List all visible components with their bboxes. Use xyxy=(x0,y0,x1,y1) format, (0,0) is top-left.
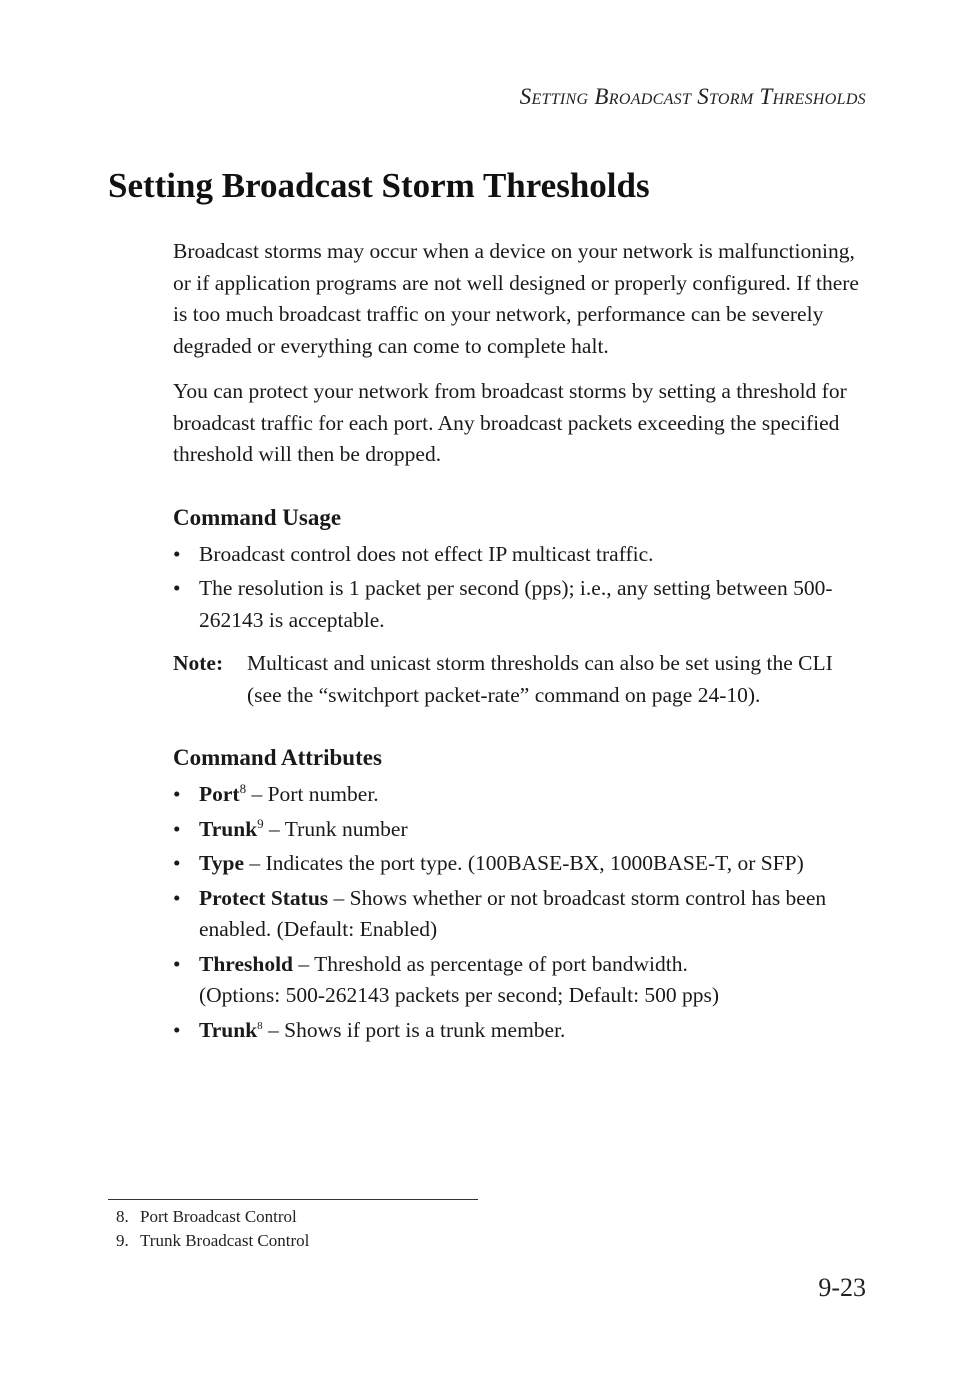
attribute-term: Type xyxy=(199,851,244,875)
footnote-divider xyxy=(108,1199,478,1200)
attribute-term: Trunk xyxy=(199,1017,258,1042)
list-item xyxy=(173,883,868,946)
running-head: Setting Broadcast Storm Thresholds xyxy=(519,84,866,109)
note-label: Note: xyxy=(173,651,224,675)
attribute-term: Port xyxy=(199,782,240,806)
usage-item-text: The resolution is 1 packet per second (pps); i.e., any setting between 500-262143 is acceptable. xyxy=(199,576,833,632)
bullet-icon: • xyxy=(173,782,181,806)
command-usage-heading: Command Usage xyxy=(173,504,342,530)
list-item xyxy=(173,814,868,846)
attribute-term: Threshold xyxy=(199,951,293,976)
usage-item-text: Broadcast control does not effect IP multicast traffic. xyxy=(199,541,654,566)
list-item xyxy=(173,539,868,571)
footnote-number: 9. xyxy=(116,1231,129,1250)
attribute-desc: – Port number. xyxy=(246,782,379,806)
intro-paragraph-2: You can protect your network from broadcast storms by setting a threshold for broadcast traffic for each port. Any broadcast packets exceeding the specified threshold will then be dropped. xyxy=(173,379,847,466)
footnote-ref: 9 xyxy=(257,815,264,831)
page-title: Setting Broadcast Storm Thresholds xyxy=(108,166,650,205)
command-usage-list xyxy=(173,539,868,637)
intro-paragraph-1: Broadcast storms may occur when a device on your network is malfunctioning, or if application programs are not well designed or properly configured. If there is too much broadcast traffic on your network, performance can be severely degraded or everything can come to complete halt. xyxy=(173,239,859,358)
bullet-icon: • xyxy=(173,951,181,976)
bullet-icon: • xyxy=(173,851,181,875)
attribute-term: Trunk xyxy=(199,816,258,841)
list-item xyxy=(173,779,868,811)
attribute-term: Protect Status xyxy=(199,885,329,910)
note-block xyxy=(173,648,868,711)
bullet-icon: • xyxy=(173,576,181,600)
footnote-number: 8. xyxy=(116,1207,129,1226)
bullet-icon: • xyxy=(173,541,181,566)
list-item xyxy=(173,848,868,880)
command-attributes-heading: Command Attributes xyxy=(173,745,382,770)
footnote-ref: 8 xyxy=(239,780,247,796)
list-item xyxy=(173,949,868,1012)
footnote-item xyxy=(116,1205,309,1229)
command-attributes-list xyxy=(173,779,868,1046)
list-item xyxy=(173,1015,868,1047)
note-text: Multicast and unicast storm thresholds can also be set using the CLI (see the “switchport packet-rate” command on page 24-10). xyxy=(247,651,833,707)
footnote-text: Trunk Broadcast Control xyxy=(140,1231,310,1250)
list-item xyxy=(173,573,868,636)
bullet-icon: • xyxy=(173,816,181,841)
attribute-desc: – Threshold as percentage of port bandwidth. xyxy=(293,951,688,976)
attribute-desc: – Trunk number xyxy=(263,816,408,841)
footnote-ref: 8 xyxy=(257,1019,263,1032)
page-number: 9-23 xyxy=(818,1273,866,1302)
footnotes xyxy=(116,1205,309,1253)
bullet-icon: • xyxy=(173,1017,181,1042)
main-content xyxy=(173,236,868,1049)
attribute-desc: – Indicates the port type. (100BASE-BX, 1000BASE-T, or SFP) xyxy=(244,851,804,875)
bullet-icon: • xyxy=(173,885,181,910)
footnote-text: Port Broadcast Control xyxy=(140,1207,297,1226)
attribute-desc-options: (Options: 500-262143 packets per second; Default: 500 pps) xyxy=(199,983,720,1007)
attribute-desc: – Shows if port is a trunk member. xyxy=(262,1017,566,1042)
attribute-desc: – Shows whether or not broadcast storm control has been enabled. (Default: Enabled) xyxy=(199,885,827,941)
footnote-item xyxy=(116,1229,309,1253)
